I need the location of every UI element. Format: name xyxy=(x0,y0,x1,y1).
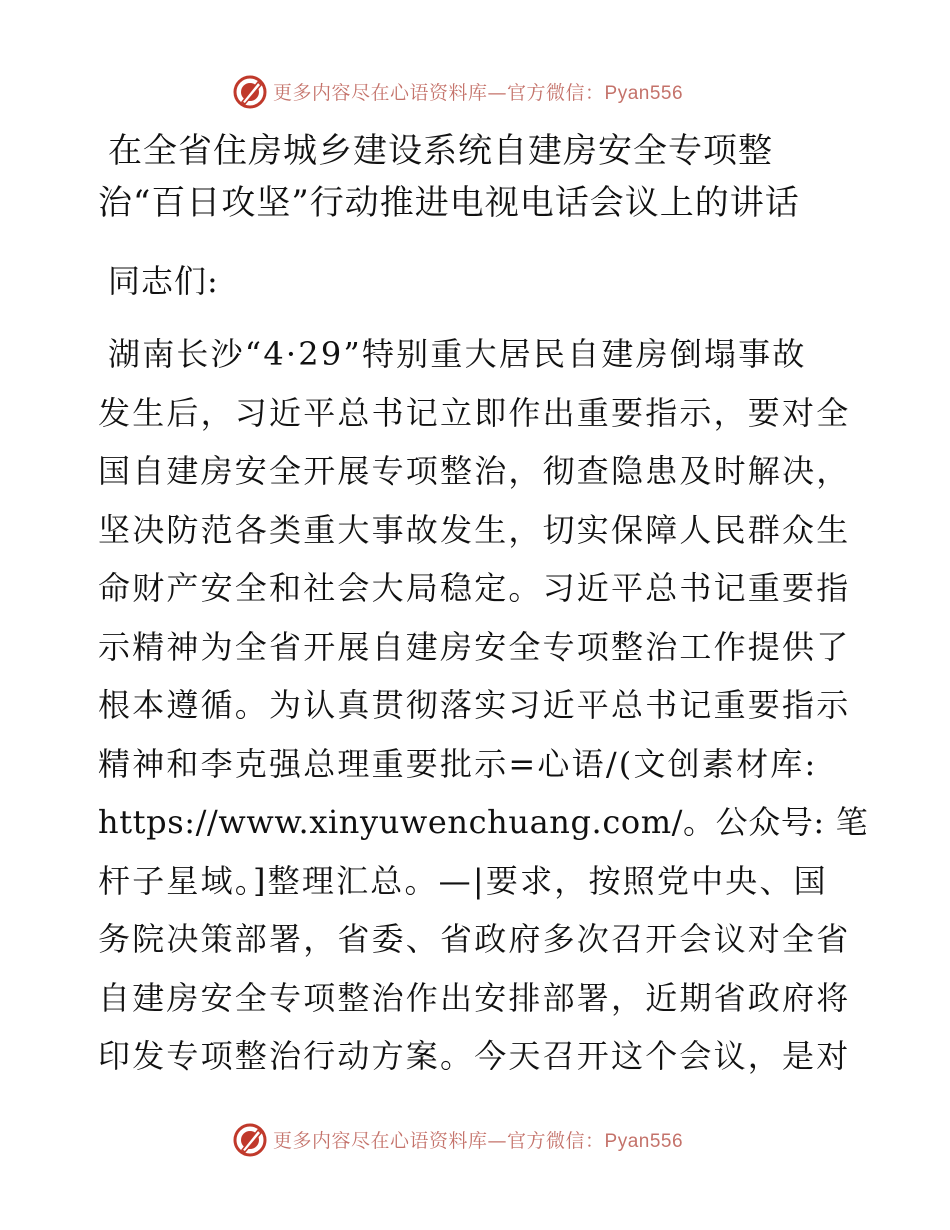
watermark-header xyxy=(0,72,950,112)
watermark-footer xyxy=(0,1120,950,1160)
body-line: 杆子星域。]整理汇总。—|要求，按照党中央、国 xyxy=(98,861,828,900)
body-line: 印发专项整治行动方案。今天召开这个会议，是对 xyxy=(98,1037,851,1075)
title-line-1: 在全省住房城乡建设系统自建房安全专项整 xyxy=(108,131,773,171)
body-line: 根本遵循。为认真贯彻落实习近平总书记重要指示 xyxy=(98,686,851,724)
watermark-account: Pyan556 xyxy=(604,83,684,104)
body-line: 务院决策部署，省委、省政府多次召开会议对全省 xyxy=(98,920,851,958)
quill-seal-icon xyxy=(232,74,268,110)
document-title xyxy=(98,125,858,229)
title-line-2: 治“百日攻坚”行动推进电视电话会议上的讲话 xyxy=(98,183,800,223)
body-line: 命财产安全和社会大局稳定。习近平总书记重要指 xyxy=(98,569,851,607)
body-line: https://www.xinyuwenchuang.com/。公众号: 笔 xyxy=(98,803,869,841)
body-line: 国自建房安全开展专项整治，彻查隐患及时解决， xyxy=(98,452,851,490)
body-text xyxy=(98,325,869,1086)
watermark-text: 更多内容尽在心语资料库—官方微信： xyxy=(273,1130,605,1152)
body-line: 发生后，习近平总书记立即作出重要指示，要对全 xyxy=(98,393,851,432)
body-line: 自建房安全专项整治作出安排部署，近期省政府将 xyxy=(98,978,851,1017)
greeting: 同志们: xyxy=(108,262,219,300)
body-line: 精神和李克强总理重要批示=心语/(文创素材库: xyxy=(98,744,818,783)
body-line: 示精神为全省开展自建房安全专项整治工作提供了 xyxy=(98,627,851,666)
quill-seal-icon xyxy=(232,1122,268,1158)
watermark-text: 更多内容尽在心语资料库—官方微信： xyxy=(273,82,605,104)
watermark-account: Pyan556 xyxy=(604,1131,684,1152)
body-line: 湖南长沙“4·29”特别重大居民自建房倒塌事故 xyxy=(108,335,807,373)
body-line: 坚决防范各类重大事故发生，切实保障人民群众生 xyxy=(98,510,851,549)
